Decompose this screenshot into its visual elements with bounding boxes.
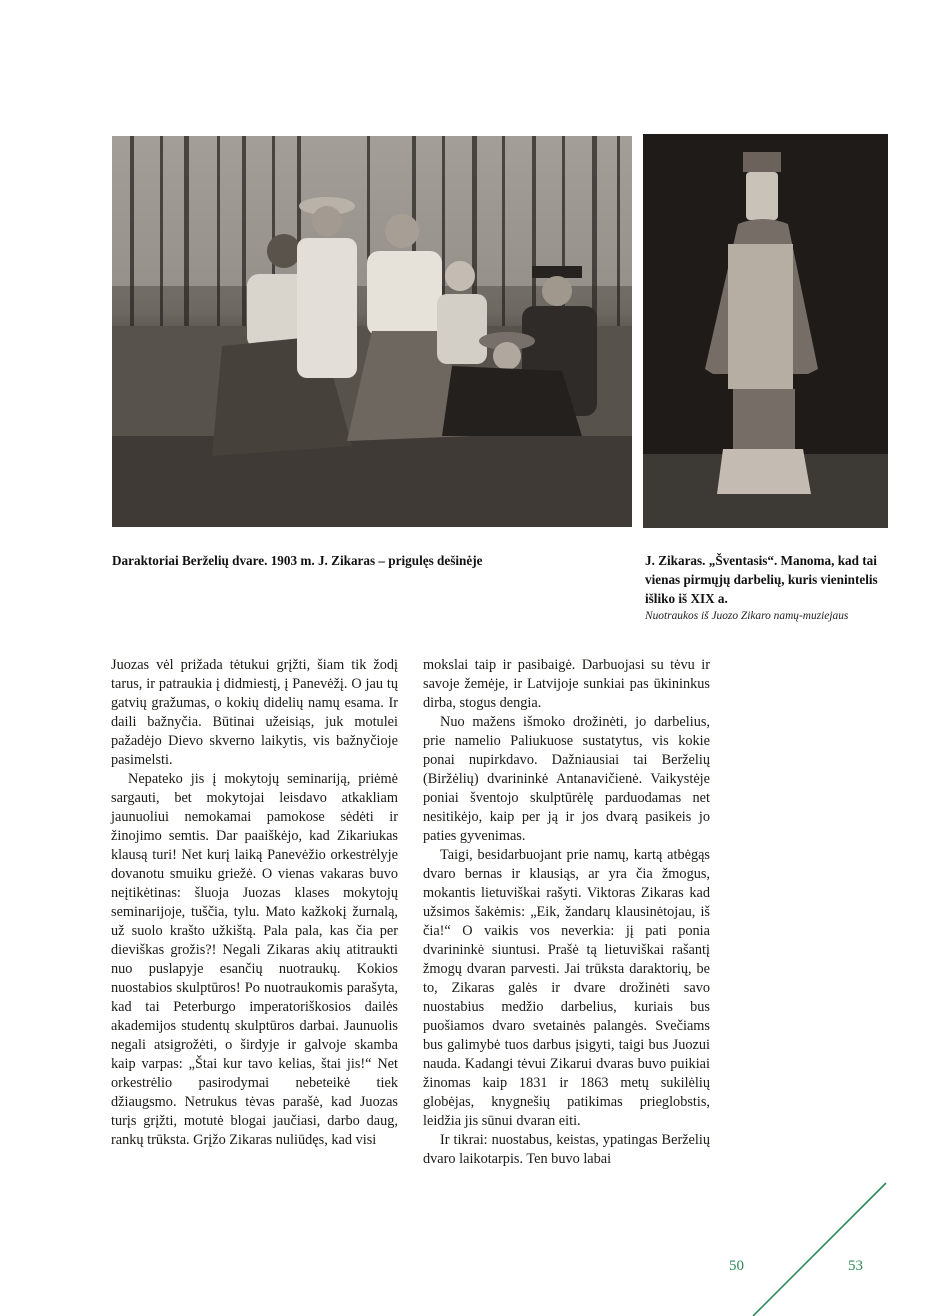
statue-photo-image — [643, 134, 888, 528]
decorative-diagonal-line — [740, 1175, 900, 1316]
paragraph: Nuo mažens išmoko drožinėti, jo darbelius, prie namelio Paliukuose sustatytus, vis kokie ponai nupirkdavo. Dažniausiai tai Berželių (Biržėlių) dvarininkė Antanavičienė. Vaikystėje poniai šventojo skulptūrėlę parduodamas net nesitikėjo, kaip per ją ir jos dvarą pasikeis jo paties gyvenimas. — [423, 714, 710, 844]
paragraph: Juozas vėl prižada tėtukui grįžti, šiam tik žodį tarus, ir patraukia į didmiestį, į Panevėžį. O jau tų gatvių gražumas, o kokių didelių namų esama. Ir daili bažnyčia. Būtinai užeisiąs, juk motulei pažadėjo Dievo skverno laikytis, vis bažnyčioje pasimelsti. — [111, 657, 398, 768]
group-photo — [112, 136, 632, 527]
paragraph: mokslai taip ir pasibaigė. Darbuojasi su tėvu ir savoje žemėje, ir Latvijoje sunkiai pas ūkininkus dirba, stogus dengia. — [423, 657, 710, 711]
paragraph: Ir tikrai: nuostabus, keistas, ypatingas Berželių dvaro laikotarpis. Ten buvo labai — [423, 1132, 710, 1167]
paragraph: Nepateko jis į mokytojų seminariją, priėmė sargauti, bet mokytojai leisdavo atkakliam jaunuoliui nemokamai pamokose sėdėti ir žinojimo semtis. Dar paaiškėjo, kad Zikariukas klausą turi! Net kurį laiką Panevėžio orkestrėlyje dovanotu smuiku griežė. O vienas vakaras buvo neįtikėtinas: šluoja Juozas klases mokytojų seminarijoje, tuščia, tylu. Mato kažkokį žurnalą, už suolo krašto užkištą. Pala pala, kas čia per dieviškas grožis?! Negali Zikaras akių atitraukti nuo puslapyje esančių nuotraukų. Kokios nuostabios skulptūros! Po nuotraukomis parašyta, kad tai Peterburgo imperatoriškosios dailės akademijos studentų skulptūros darbai. Jaunuolis negali atsigrožėti, o širdyje ir galvoje skamba kaip varpas: „Štai kur tavo kelias, štai jis!“ Net orkestrėlio pasirodymai nebeteikė tiek džiaugsmo. Netrukus tėvas parašė, kad Juozas turįs grįžti, motutė blogai jaučiasi, darbo daug, rankų trūksta. Grįžo Zikaras nuliūdęs, kad visi — [111, 771, 398, 1148]
page-number-left: 50 — [729, 1258, 744, 1274]
paragraph: Taigi, besidarbuojant prie namų, kartą atbėgąs dvaro bernas ir klausiąs, ar yra čia žmogus, mokantis lietuviškai rašyti. Viktoras Zikaras kad užsimos šakėmis: „Eik, žandarų klausinėtojau, iš čia!“ O vaikis vos neverkia: jį pati ponia dvarininkė siuntusi. Prašė tą lietuviškai rašantį žmogų dvaran parvesti. Jai trūksta daraktorių, be to, Zikaras galės ir dvare drožinėti savo nuostabius medžio darbelius, kuriais bus puošiamos dvaro svetainės palangės. Svečiams bus galimybė tuos darbus įsigyti, taigi bus Juozui nauda. Kadangi tėvui Zikarui dvaras buvo puikiai žinomas kaip 1831 ir 1863 metų sukilėlių globėjas, knygnešių patikimas prieglobstis, leidžia jis sūnui dvaran eiti. — [423, 847, 710, 1129]
photo-credit: Nuotraukos iš Juozo Zikaro namų-muziejaus — [645, 610, 849, 622]
body-column-left — [111, 656, 398, 1150]
statue-photo-caption: J. Zikaras. „Šventasis“. Manoma, kad tai vienas pirmųjų darbelių, kuris vienintelis išliko iš XIX a. — [645, 553, 878, 606]
page-number-right: 53 — [848, 1258, 863, 1274]
group-photo-caption: Daraktoriai Berželių dvare. 1903 m. J. Zikaras – prigulęs dešinėje — [112, 553, 483, 568]
statue-photo — [643, 134, 888, 528]
body-column-right — [423, 656, 710, 1169]
group-photo-image — [112, 136, 632, 527]
